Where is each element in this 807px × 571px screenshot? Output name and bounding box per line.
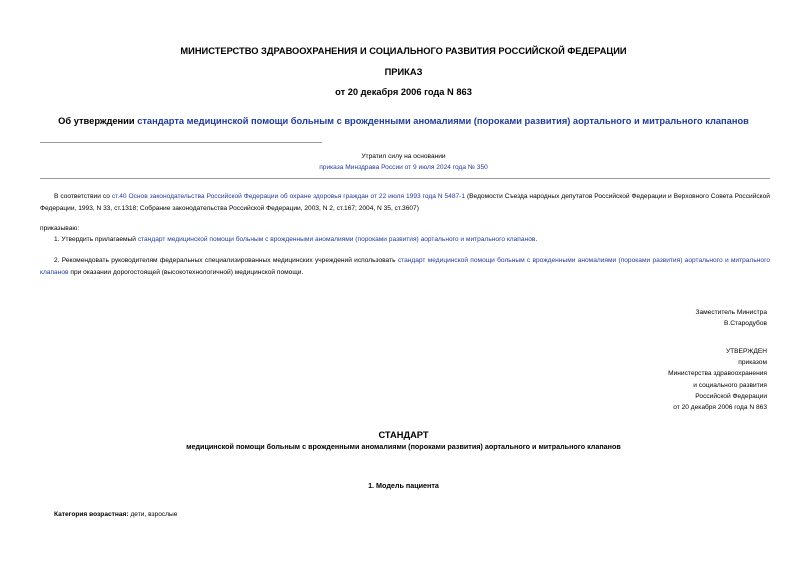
- item1-link[interactable]: стандарт медицинской помощи больным с врожденными аномалиями (пороками развития) аортального и митрального клапанов: [137, 236, 536, 243]
- item2-prefix: 2. Рекомендовать руководителям федеральных специализированных медицинских учреждений использовать: [54, 257, 396, 264]
- preamble-prefix: В соответствии со: [54, 193, 110, 200]
- item2-link[interactable]: стандарт медицинской помощи больным с врожденными аномалиями (пороками развития) аортального и митрального клапанов: [40, 257, 770, 276]
- validity-link[interactable]: приказа Минздрава России от 9 июля 2024 года № 350: [319, 164, 488, 171]
- order-item-1: [54, 236, 537, 243]
- approved-block: [668, 346, 767, 413]
- approved-line: Российской Федерации: [695, 392, 767, 400]
- signature-position: Заместитель Министра: [695, 309, 767, 316]
- approved-line: УТВЕРЖДЕН: [725, 348, 767, 355]
- item2-suffix: при оказании дорогостоящей (высокотехнологичной) медицинской помощи.: [70, 268, 304, 276]
- order-item-2: [40, 255, 770, 278]
- law-link[interactable]: ст.40 Основ законодательства Российской Федерации об охране здоровья граждан от 22 июля 1993 года N 5487-1: [111, 193, 466, 200]
- signature-block: [695, 307, 767, 329]
- approved-line: и социального развития: [693, 381, 767, 389]
- age-category: [54, 511, 177, 518]
- age-value: дети, взрослые: [130, 511, 178, 518]
- ministry-heading: МИНИСТЕРСТВО ЗДРАВООХРАНЕНИЯ И СОЦИАЛЬНОГО РАЗВИТИЯ РОССИЙСКОЙ ФЕДЕРАЦИИ: [180, 46, 627, 56]
- standard-subtitle: медицинской помощи больным с врожденными аномалиями (пороками развития) аортального и митрального клапанов: [186, 442, 621, 451]
- approved-line: от 20 декабря 2006 года N 863: [673, 404, 767, 412]
- preamble-suffix: (Ведомости Съезда народных депутатов Российской Федерации и Верховного Совета Российской Федерации, 1993, N 33, ст.1318; Собрание законодательства Российской Федерации, 2003, N 2, ст.167; 2004, N 35, ст.3607): [40, 193, 770, 212]
- doc-title-link[interactable]: стандарта медицинской помощи больным с врожденными аномалиями (пороками развития) аортального и митрального клапанов: [137, 116, 749, 126]
- standard-title: СТАНДАРТ: [378, 430, 429, 440]
- doc-date: от 20 декабря 2006 года N 863: [335, 87, 472, 97]
- order-word: приказываю:: [40, 225, 80, 232]
- doc-title: [0, 116, 807, 126]
- doc-type: ПРИКАЗ: [384, 67, 423, 77]
- preamble-paragraph: [40, 191, 770, 215]
- signature-name: В.Стародубов: [724, 320, 767, 328]
- approved-line: Министерства здравоохранения: [668, 370, 767, 378]
- doc-title-prefix: Об утверждении: [58, 116, 135, 126]
- item1-prefix: 1. Утвердить прилагаемый: [54, 236, 136, 243]
- approved-line: приказом: [738, 359, 767, 367]
- divider-bottom: [40, 178, 770, 179]
- section-1-heading: 1. Модель пациента: [368, 481, 439, 490]
- divider-top: [40, 142, 322, 143]
- validity-line1: Утратил силу на основании: [361, 153, 446, 160]
- item1-suffix: .: [535, 236, 538, 243]
- age-label: Категория возрастная:: [54, 511, 129, 518]
